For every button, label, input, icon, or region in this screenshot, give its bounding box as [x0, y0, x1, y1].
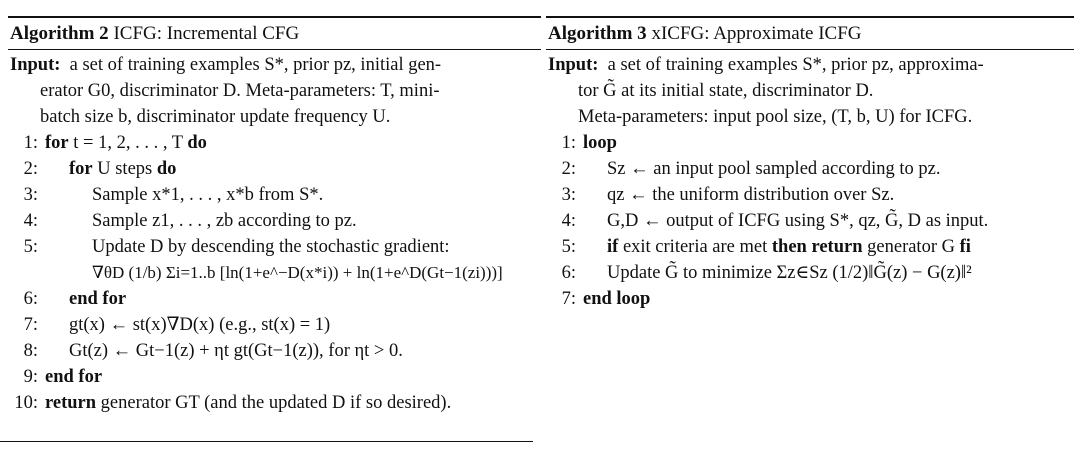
step-number: 2:: [561, 159, 576, 179]
algorithm-step-line: [8, 130, 541, 156]
step-keyword: end for: [69, 289, 127, 309]
algorithm-step-line: [8, 364, 541, 390]
algorithm-step-line: [546, 156, 1074, 182]
step-text: t = 1, 2, . . . , T: [68, 133, 188, 153]
step-content: [92, 208, 357, 234]
algorithm-3-header: [546, 16, 1074, 50]
step-number: 5:: [561, 237, 576, 257]
algorithm-2-block: [8, 16, 541, 416]
step-number: 5:: [23, 237, 38, 257]
step-number: 6:: [561, 263, 576, 283]
step-content: [607, 234, 971, 260]
input-text: tor G̃ at its initial state, discriminator D.: [578, 81, 874, 101]
step-keyword: fi: [959, 237, 971, 257]
algorithm-3-input-line: [546, 104, 1074, 130]
algorithm-2-title: ICFG: Incremental CFG: [108, 23, 300, 44]
step-text: exit criteria are met: [618, 237, 772, 257]
step-keyword: for: [69, 159, 93, 179]
algorithm-3-title: xICFG: Approximate ICFG: [646, 23, 862, 44]
algorithm-step-line: [546, 286, 1074, 312]
step-keyword: if: [607, 237, 619, 257]
step-content: [92, 234, 450, 260]
step-number: 10:: [14, 393, 38, 413]
step-content: [45, 130, 207, 156]
step-content: [69, 312, 330, 338]
step-keyword: then return: [771, 237, 863, 257]
step-text: G,D ← output of ICFG using S*, qz, G̃, D as input.: [607, 211, 989, 231]
step-content: [607, 260, 972, 286]
input-text: a set of training examples S*, prior pz, approxima-: [607, 55, 984, 75]
algorithm-step-line: [8, 286, 541, 312]
algorithm-step-line: [546, 260, 1074, 286]
step-keyword: return: [45, 393, 97, 413]
step-content: [45, 390, 451, 416]
step-content: [45, 364, 102, 390]
input-text: Meta-parameters: input pool size, (T, b, U) for ICFG.: [578, 107, 973, 127]
step-number: 2:: [23, 159, 38, 179]
step-text: Sample x*1, . . . , x*b from S*.: [92, 185, 324, 205]
algorithm-step-line: [8, 390, 541, 416]
step-number: 8:: [23, 341, 38, 361]
algorithm-step-line: [8, 182, 541, 208]
input-text: erator G0, discriminator D. Meta-parameters: T, mini-: [40, 81, 440, 101]
step-keyword: end loop: [583, 289, 651, 309]
step-number: 3:: [561, 185, 576, 205]
step-text: generator G: [862, 237, 960, 257]
algorithm-2-input-line: [8, 104, 541, 130]
step-content: [583, 130, 617, 156]
step-content: [607, 208, 988, 234]
step-text: generator GT (and the updated D if so desired).: [96, 393, 452, 413]
algorithm-2-input-line: [8, 78, 541, 104]
algorithm-3-input-line: [546, 78, 1074, 104]
step-number: 7:: [23, 315, 38, 335]
algorithm-step-line: [8, 312, 541, 338]
step-number: 4:: [23, 211, 38, 231]
step-text: ∇θD (1/b) Σi=1..b [ln(1+e^−D(x*i)) + ln(1+e^D(Gt−1(zi)))]: [92, 263, 503, 282]
step-keyword: end for: [45, 367, 103, 387]
step-number: 9:: [23, 367, 38, 387]
algorithm-step-line: [8, 260, 541, 286]
algorithm-step-line: [8, 208, 541, 234]
input-text: batch size b, discriminator update frequency U.: [40, 107, 391, 127]
algorithm-2-input-line: [8, 52, 541, 78]
algorithm-2-label: Algorithm 2: [10, 23, 109, 44]
step-content: [607, 156, 940, 182]
step-text: Update G̃ to minimize Σz∈Sz (1/2)‖G̃(z) − G(z)‖²: [607, 263, 972, 283]
step-content: [607, 182, 894, 208]
step-keyword: for: [45, 133, 69, 153]
algorithm-step-line: [546, 208, 1074, 234]
step-text: Gt(z) ← Gt−1(z) + ηt gt(Gt−1(z)), for ηt > 0.: [69, 341, 403, 361]
step-number: 1:: [561, 133, 576, 153]
step-text: qz ← the uniform distribution over Sz.: [607, 185, 895, 205]
input-label: Input:: [548, 55, 599, 75]
algorithm-3-block: [546, 16, 1074, 312]
step-number: 3:: [23, 185, 38, 205]
step-content: [92, 260, 503, 286]
step-text: U steps: [92, 159, 157, 179]
step-number: 4:: [561, 211, 576, 231]
step-content: [69, 286, 126, 312]
step-text: Sz ← an input pool sampled according to pz.: [607, 159, 941, 179]
algorithm-3-input-line: [546, 52, 1074, 78]
step-text: Sample z1, . . . , zb according to pz.: [92, 211, 357, 231]
step-content: [69, 156, 176, 182]
algorithm-3-body: [546, 50, 1074, 312]
algorithm-2-header: [8, 16, 541, 50]
algorithm-step-line: [8, 156, 541, 182]
algorithm-step-line: [8, 234, 541, 260]
step-content: [69, 338, 403, 364]
algorithm-step-line: [546, 130, 1074, 156]
algorithm-3-label: Algorithm 3: [548, 23, 647, 44]
algorithm-3-steps: [546, 130, 1074, 312]
algorithm-2-bottom-rule: [0, 441, 533, 442]
input-label: Input:: [10, 55, 61, 75]
step-number: 6:: [23, 289, 38, 309]
step-text: Update D by descending the stochastic gradient:: [92, 237, 450, 257]
algorithm-2-body: [8, 50, 541, 416]
step-content: [92, 182, 323, 208]
step-keyword: do: [187, 133, 207, 153]
algorithm-step-line: [546, 234, 1074, 260]
input-text: a set of training examples S*, prior pz, initial gen-: [69, 55, 442, 75]
step-keyword: do: [156, 159, 177, 179]
step-number: 1:: [23, 133, 38, 153]
algorithm-step-line: [546, 182, 1074, 208]
step-keyword: loop: [583, 133, 617, 153]
algorithm-2-steps: [8, 130, 541, 416]
step-number: 7:: [561, 289, 576, 309]
step-content: [583, 286, 650, 312]
step-text: gt(x) ← st(x)∇D(x) (e.g., st(x) = 1): [69, 315, 331, 335]
algorithm-step-line: [8, 338, 541, 364]
